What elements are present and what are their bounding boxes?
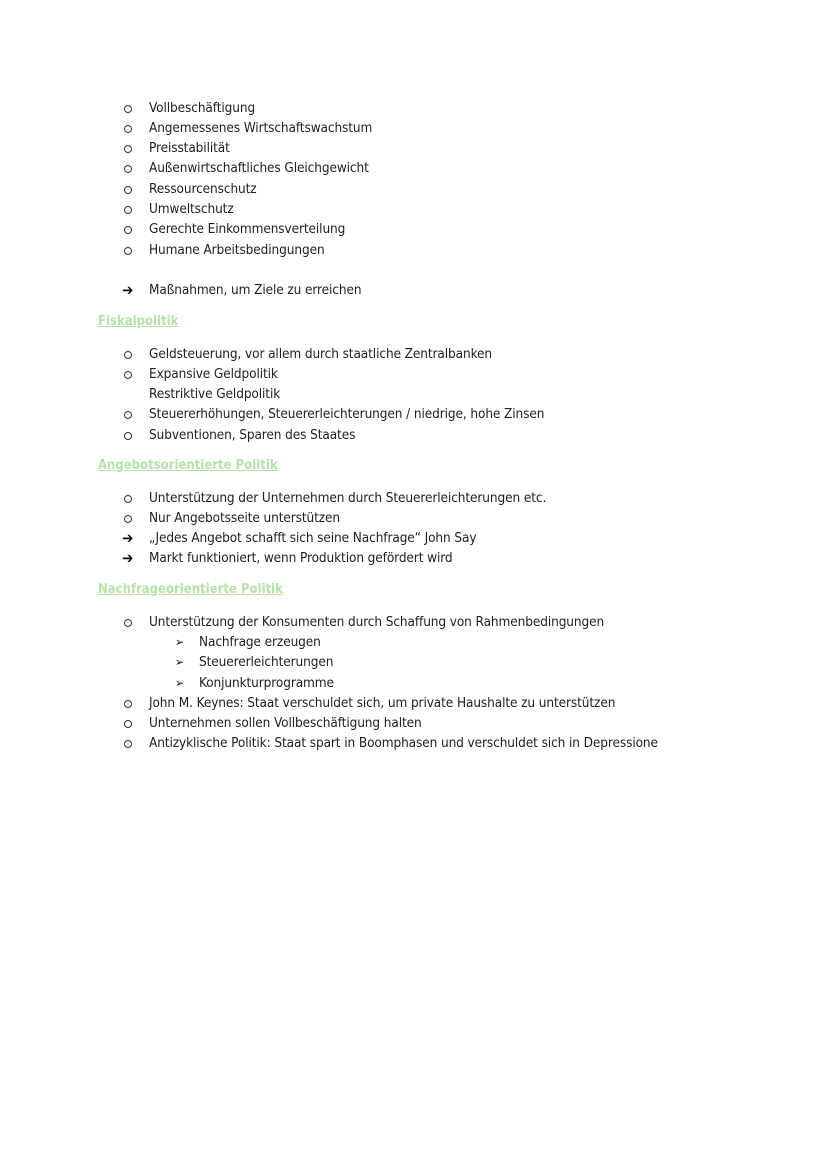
arrow-right-icon: ➔ [122,281,134,299]
list-item: Steuererhöhungen, Steuererleichterungen / niedrige, hohe Zinsen [0,404,828,424]
circle-bullet-icon [124,404,138,424]
list-item: Subventionen, Sparen des Staates [0,425,828,445]
circle-bullet-icon [124,733,138,753]
list-item: Nur Angebotsseite unterstützen [0,508,828,528]
circle-bullet-icon [124,508,138,528]
arrowhead-right-icon: ➢ [175,655,184,669]
list-item: Antizyklische Politik: Staat spart in Boomphasen und verschuldet sich in Depressione [0,733,828,753]
sub-list-item: ➢ Steuererleichterungen [175,654,334,670]
circle-bullet-icon [124,364,138,384]
section-heading: Nachfrageorientierte Politik [98,582,283,597]
list-item: Geldsteuerung, vor allem durch staatliche Zentralbanken [0,344,828,364]
list-item: Unterstützung der Unternehmen durch Steuererleichterungen etc. [0,488,828,508]
circle-bullet-icon [124,693,138,713]
section-heading: Angebotsorientierte Politik [98,458,278,473]
circle-bullet-icon [124,713,138,733]
list-item: Angemessenes Wirtschaftswachstum [0,118,828,138]
circle-bullet-icon [124,612,138,632]
list-item: Unternehmen sollen Vollbeschäftigung halten [0,713,828,733]
arrow-right-icon: ➔ [122,549,134,567]
list-item: Vollbeschäftigung [0,98,828,118]
list-item: Humane Arbeitsbedingungen [0,240,828,260]
circle-bullet-icon [124,219,138,239]
circle-bullet-icon [124,158,138,178]
section-heading: Fiskalpolitik [98,314,179,329]
list-item: Außenwirtschaftliches Gleichgewicht [0,158,828,178]
list-item: Ressourcenschutz [0,179,828,199]
circle-bullet-icon [124,488,138,508]
list-item-continuation: Restriktive Geldpolitik [149,386,281,402]
sub-list-item: ➢ Konjunkturprogramme [175,675,334,691]
circle-bullet-icon [124,179,138,199]
list-item: Expansive Geldpolitik [0,364,828,384]
circle-bullet-icon [124,118,138,138]
circle-bullet-icon [124,199,138,219]
list-item: Umweltschutz [0,199,828,219]
list-item: ➔ Maßnahmen, um Ziele zu erreichen [122,281,362,299]
circle-bullet-icon [124,138,138,158]
circle-bullet-icon [124,344,138,364]
list-item: ➔ „Jedes Angebot schafft sich seine Nachfrage“ John Say [122,529,477,547]
list-item: Gerechte Einkommensverteilung [0,219,828,239]
sub-list-item: ➢ Nachfrage erzeugen [175,634,321,650]
arrow-right-icon: ➔ [122,529,134,547]
list-item: ➔ Markt funktioniert, wenn Produktion gefördert wird [122,549,453,567]
circle-bullet-icon [124,240,138,260]
list-item: John M. Keynes: Staat verschuldet sich, um private Haushalte zu unterstützen [0,693,828,713]
circle-bullet-icon [124,425,138,445]
list-item: Unterstützung der Konsumenten durch Schaffung von Rahmenbedingungen [0,612,828,632]
circle-bullet-icon [124,98,138,118]
arrowhead-right-icon: ➢ [175,635,184,649]
list-item: Preisstabilität [0,138,828,158]
arrowhead-right-icon: ➢ [175,676,184,690]
